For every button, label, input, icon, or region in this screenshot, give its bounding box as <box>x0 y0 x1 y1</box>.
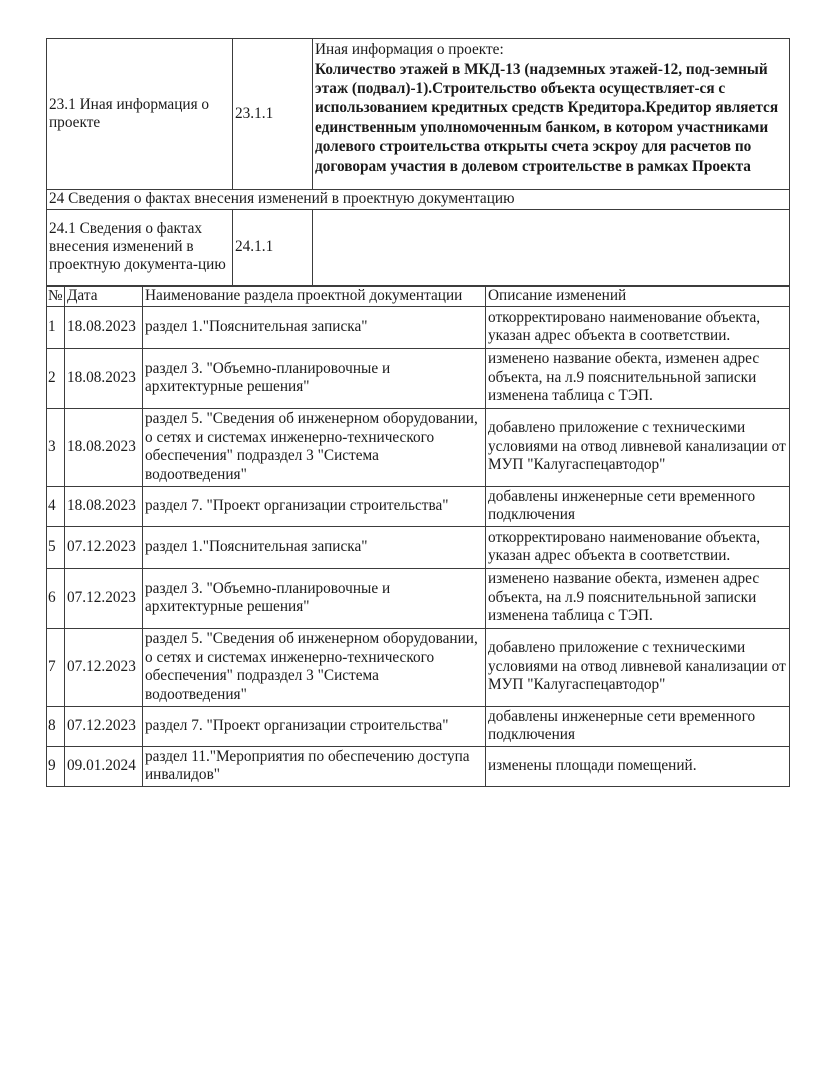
row-section: раздел 11."Мероприятия по обеспечению доступа инвалидов" <box>143 746 486 786</box>
row-description: откорректировано наименование объекта, указан адрес объекта в соответствии. <box>486 526 790 568</box>
row-section: раздел 5. "Сведения об инженерном оборудовании, о сетях и системах инженерно-технического обеспечения" подраздел 3 "Система водоотведения" <box>143 408 486 486</box>
row-date: 18.08.2023 <box>65 408 143 486</box>
row-date: 07.12.2023 <box>65 628 143 706</box>
row-description: добавлено приложение с техническими условиями на отвод ливневой канализации от МУП "Калугаспецавтодор" <box>486 628 790 706</box>
table-row <box>47 746 790 786</box>
table-row <box>47 306 790 348</box>
column-header-num: № <box>48 287 63 304</box>
project-info-table <box>46 38 790 286</box>
column-header-date: Дата <box>65 287 143 307</box>
row-description: добавлены инженерные сети временного подключения <box>486 706 790 746</box>
row-num: 7 <box>47 628 65 706</box>
section-24-heading-row <box>47 190 790 210</box>
section-24-row <box>47 209 790 285</box>
row-date: 07.12.2023 <box>65 706 143 746</box>
row-section: раздел 3. "Объемно-планировочные и архитектурные решения" <box>143 568 486 628</box>
row-date: 07.12.2023 <box>65 568 143 628</box>
row-date: 18.08.2023 <box>65 306 143 348</box>
section-23-label: 23.1 Иная информация о проекте <box>47 39 233 190</box>
table-header-row <box>47 287 790 307</box>
table-row <box>47 628 790 706</box>
changes-table <box>46 286 790 787</box>
info-title: Иная информация о проекте: <box>315 41 504 58</box>
row-description: изменено название обекта, изменен адрес объекта, на л.9 пояснительньной записки изменена таблица с ТЭП. <box>486 348 790 408</box>
table-row <box>47 706 790 746</box>
row-section: раздел 1."Пояснительная записка" <box>143 526 486 568</box>
row-num: 6 <box>47 568 65 628</box>
section-24-code: 24.1.1 <box>233 209 313 285</box>
row-section: раздел 3. "Объемно-планировочные и архитектурные решения" <box>143 348 486 408</box>
info-text: Количество этажей в МКД-13 (надземных этажей-12, под-земный этаж (подвал)-1).Строительство объекта осуществляет-ся с использованием кредитных средств Кредитора.Кредитор является единственным уполномоченным банком, в котором участниками долевого строительства открыты счета эскроу для расчетов по договорам участия в долевом строительстве в рамках Проекта <box>315 60 779 175</box>
row-num: 9 <box>47 746 65 786</box>
column-header-description: Описание изменений <box>486 287 790 307</box>
section-23-info <box>313 39 790 190</box>
row-section: раздел 1."Пояснительная записка" <box>143 306 486 348</box>
row-description: откорректировано наименование объекта, указан адрес объекта в соответствии. <box>486 306 790 348</box>
row-num: 2 <box>47 348 65 408</box>
table-row <box>47 526 790 568</box>
row-description: добавлено приложение с техническими условиями на отвод ливневой канализации от МУП "Калугаспецавтодор" <box>486 408 790 486</box>
table-row <box>47 408 790 486</box>
row-num: 1 <box>47 306 65 348</box>
row-section: раздел 7. "Проект организации строительства" <box>143 706 486 746</box>
row-date: 07.12.2023 <box>65 526 143 568</box>
row-description: изменены площади помещений. <box>486 746 790 786</box>
section-23-row <box>47 39 790 190</box>
table-row <box>47 486 790 526</box>
row-description: добавлены инженерные сети временного подключения <box>486 486 790 526</box>
row-section: раздел 5. "Сведения об инженерном оборудовании, о сетях и системах инженерно-технического обеспечения" подраздел 3 "Система водоотведения" <box>143 628 486 706</box>
row-num: 5 <box>47 526 65 568</box>
section-23-code: 23.1.1 <box>233 39 313 190</box>
row-date: 18.08.2023 <box>65 348 143 408</box>
section-24-label: 24.1 Сведения о фактах внесения изменений в проектную документа-цию <box>47 209 233 285</box>
row-num: 4 <box>47 486 65 526</box>
section-24-value <box>313 209 790 285</box>
table-row <box>47 568 790 628</box>
row-section: раздел 7. "Проект организации строительства" <box>143 486 486 526</box>
column-header-section: Наименование раздела проектной документации <box>143 287 486 307</box>
row-num: 3 <box>47 408 65 486</box>
section-24-heading: 24 Сведения о фактах внесения изменений в проектную документацию <box>47 190 790 210</box>
table-row <box>47 348 790 408</box>
row-date: 18.08.2023 <box>65 486 143 526</box>
row-description: изменено название обекта, изменен адрес объекта, на л.9 пояснительньной записки изменена таблица с ТЭП. <box>486 568 790 628</box>
row-date: 09.01.2024 <box>65 746 143 786</box>
row-num: 8 <box>47 706 65 746</box>
